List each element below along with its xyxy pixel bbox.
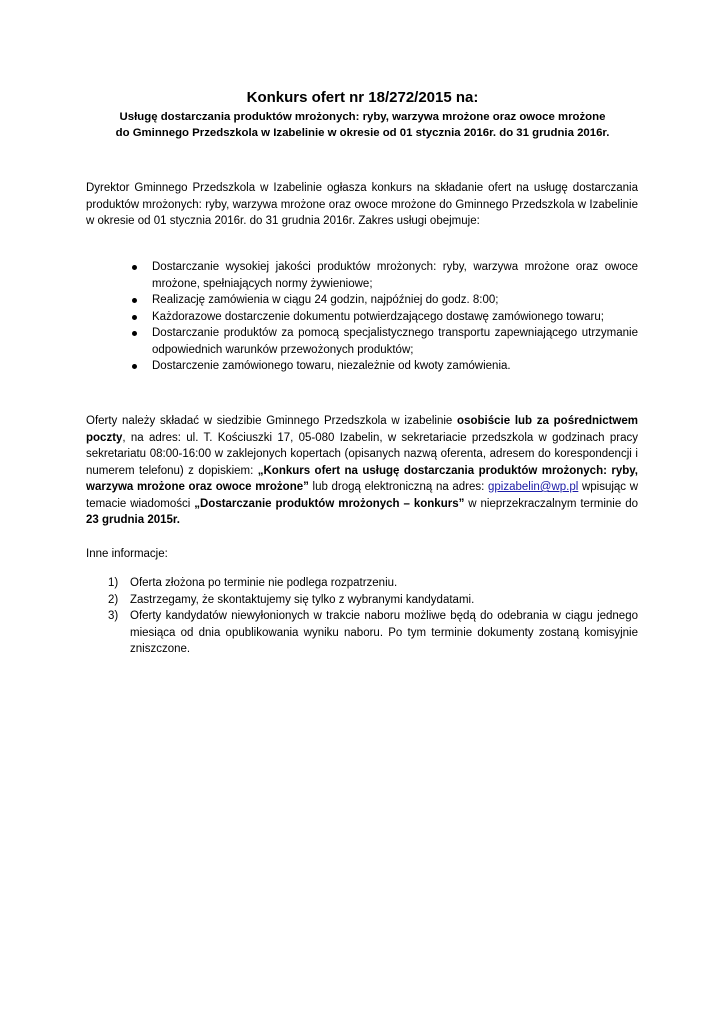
item-number: 3) (108, 610, 119, 622)
item-number: 1) (108, 577, 119, 589)
scope-item-text: Dostarczanie wysokiej jakości produktów mrożonych: ryby, warzywa mrożone oraz owoce mrożone, spełniających normy żywieniowe; (152, 261, 638, 290)
scope-item (86, 325, 638, 358)
document-title: Konkurs ofert nr 18/272/2015 na: (246, 89, 479, 106)
intro-text: Dyrektor Gminnego Przedszkola w Izabelinie ogłasza konkurs na składanie ofert na usługę dostarczania produktów mrożonych: ryby, warzywa mrożone oraz owoce mrożone do Gminnego Przedszkola w Izabelinie w okresie od 01 stycznia 2016r. do 31 grudnia 2016r. Zakres usługi obejmuje: (86, 182, 638, 227)
subtitle-line: do Gminnego Przedszkola w Izabelinie w okresie od 01 stycznia 2016r. do 31 grudnia 2016r. (115, 127, 610, 139)
scope-item (86, 292, 638, 309)
offers-text (86, 413, 638, 529)
offers-text-part: , na adres: ul. T. Kościuszki 17, 05-080 Izabelin, w sekretariacie przedszkola w godzinach pracy sekretariatu 08:00-16:00 w zaklejonych kopertach (opisanych nazwą oferenta, adresem do korespondencji i numerem telefonu) z dopiskiem: (86, 431, 638, 477)
subtitle-line: Usługę dostarczania produktów mrożonych: ryby, warzywa mrożone oraz owoce mrożone (119, 111, 606, 123)
bullet-icon (132, 315, 137, 320)
document-subtitle (0, 109, 725, 141)
offers-emphasis: „Dostarczanie produktów mrożonych – konkurs” (194, 497, 465, 510)
intro-paragraph (86, 180, 638, 230)
other-info-text: Zastrzegamy, że skontaktujemy się tylko z wybranymi kandydatami. (130, 593, 475, 606)
offers-deadline: 23 grudnia 2015r. (86, 514, 180, 526)
scope-list (86, 259, 638, 375)
scope-item-text: Dostarczanie produktów za pomocą specjalistycznego transportu zapewniającego utrzymanie odpowiednich warunków przewożonych produktów; (152, 327, 638, 356)
bullet-icon (132, 331, 137, 336)
scope-item-text: Każdorazowe dostarczenie dokumentu potwierdzającego dostawę zamówionego towaru; (152, 310, 604, 323)
other-info-item (86, 608, 638, 658)
other-info-list (86, 575, 638, 658)
other-info-item (86, 575, 638, 592)
other-info-text: Oferty kandydatów niewyłonionych w trakcie naboru możliwe będą do odebrania w ciągu jednego miesiąca od dnia opublikowania wyniku naboru. Po tym terminie dokumenty zostaną komisyjnie zniszczone. (130, 610, 638, 655)
offers-text-part: wpisując w temacie wiadomości (86, 481, 638, 510)
email-link[interactable]: gpizabelin@wp.pl (488, 481, 579, 493)
bullet-icon (132, 265, 137, 270)
bullet-icon (132, 298, 137, 303)
offers-text-part: Oferty należy składać w siedzibie Gminnego Przedszkola w izabelinie (86, 415, 458, 427)
other-info-text: Oferta złożona po terminie nie podlega rozpatrzeniu. (130, 577, 398, 589)
scope-item-text: Realizację zamówienia w ciągu 24 godzin, najpóźniej do godz. 8:00; (152, 294, 499, 306)
offers-emphasis: „Konkurs ofert na usługę dostarczania produktów mrożonych: ryby, warzywa mrożone oraz owoce mrożone” (86, 464, 638, 493)
other-info-label: Inne informacje: (86, 548, 168, 560)
offers-emphasis: osobiście lub za pośrednictwem poczty (86, 415, 638, 444)
scope-item (86, 358, 638, 375)
other-info-heading (86, 546, 638, 563)
offers-text-part: w nieprzekraczalnym terminie do (464, 497, 638, 510)
bullet-icon (132, 364, 137, 369)
item-number: 2) (108, 593, 119, 606)
scope-item (86, 259, 638, 292)
scope-item (86, 309, 638, 326)
offers-text-part: lub drogą elektroniczną na adres: (308, 481, 488, 493)
offers-paragraph (86, 413, 638, 529)
other-info-item (86, 592, 638, 609)
scope-item-text: Dostarczenie zamówionego towaru, niezależnie od kwoty zamówienia. (152, 360, 511, 372)
